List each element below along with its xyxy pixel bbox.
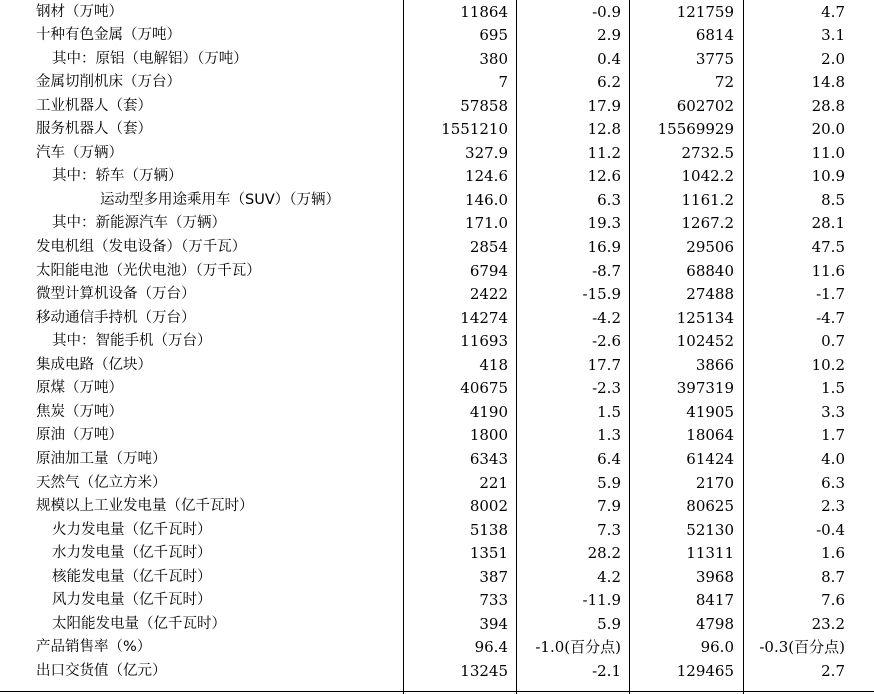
table-row <box>0 307 874 331</box>
cumulative-value-cell: 27488 <box>686 285 734 304</box>
table-row <box>0 236 874 260</box>
cumulative-growth-cell: 4.0 <box>821 449 845 468</box>
current-month-growth-cell: -2.3 <box>592 379 621 398</box>
row-label: 水力发电量（亿千瓦时） <box>52 545 212 562</box>
row-label: 其中：原铝（电解铝）（万吨） <box>52 50 248 67</box>
table-row <box>0 424 874 448</box>
table-row <box>0 354 874 378</box>
current-month-value-cell: 1551210 <box>441 120 508 139</box>
cumulative-value-cell: 11311 <box>686 544 734 563</box>
current-month-value-cell: 733 <box>479 591 508 610</box>
current-month-growth-cell: 17.9 <box>587 96 621 115</box>
cumulative-growth-cell: 6.3 <box>821 473 845 492</box>
current-month-value-cell: 124.6 <box>465 167 508 186</box>
cumulative-growth-cell: -0.3(百分点) <box>759 638 845 657</box>
current-month-growth-cell: -4.2 <box>592 308 621 327</box>
table-row <box>0 24 874 48</box>
cumulative-growth-cell: 47.5 <box>811 238 845 256</box>
table-row <box>0 377 874 401</box>
cumulative-growth-cell: 2.0 <box>821 49 845 68</box>
cumulative-growth-cell: 4.7 <box>821 2 845 21</box>
cumulative-growth-cell: 10.9 <box>811 167 845 186</box>
row-label: 太阳能电池（光伏电池）（万千瓦） <box>36 262 261 279</box>
cumulative-value-cell: 80625 <box>686 497 734 516</box>
current-month-value-cell: 4190 <box>469 402 508 421</box>
current-month-growth-cell: 1.5 <box>597 402 621 421</box>
cumulative-growth-cell: 1.7 <box>821 426 845 445</box>
table-row <box>0 448 874 472</box>
cumulative-growth-cell: 0.7 <box>821 332 845 351</box>
cumulative-growth-cell: 3.3 <box>821 402 845 421</box>
current-month-value-cell: 171.0 <box>465 214 508 233</box>
row-label: 天然气（亿立方米） <box>36 474 167 491</box>
current-month-value-cell: 418 <box>479 355 508 374</box>
current-month-value-cell: 394 <box>479 614 508 633</box>
cumulative-growth-cell: -4.7 <box>816 308 845 327</box>
current-month-growth-cell: 12.6 <box>587 167 621 186</box>
table-row <box>0 165 874 189</box>
table-row <box>0 330 874 354</box>
cumulative-value-cell: 72 <box>714 73 734 92</box>
row-label: 原煤（万吨） <box>36 380 123 397</box>
current-month-growth-cell: 12.8 <box>587 120 621 139</box>
cumulative-growth-cell: 1.5 <box>821 379 845 398</box>
table-row <box>0 189 874 213</box>
row-label: 其中：轿车（万辆） <box>52 168 183 185</box>
cumulative-value-cell: 52130 <box>686 520 734 539</box>
row-label: 十种有色金属（万吨） <box>36 27 181 44</box>
table-row <box>0 48 874 72</box>
row-label: 其中：新能源汽车（万辆） <box>52 215 226 232</box>
row-label: 其中：智能手机（万台） <box>52 333 212 350</box>
current-month-value-cell: 11864 <box>460 2 508 21</box>
current-month-value-cell: 7 <box>498 73 508 92</box>
current-month-growth-cell: 11.2 <box>587 143 621 162</box>
current-month-growth-cell: 17.7 <box>587 355 621 374</box>
cumulative-value-cell: 61424 <box>686 449 734 468</box>
cumulative-value-cell: 2732.5 <box>681 143 734 162</box>
cumulative-value-cell: 1267.2 <box>681 214 734 233</box>
current-month-growth-cell: 16.9 <box>587 238 621 256</box>
table-row <box>0 260 874 284</box>
cumulative-growth-cell: 20.0 <box>811 120 845 139</box>
row-label: 集成电路（亿块） <box>36 356 152 373</box>
cumulative-value-cell: 2170 <box>695 473 734 492</box>
row-label: 运动型多用途乘用车（SUV）（万辆） <box>100 191 340 208</box>
cumulative-value-cell: 129465 <box>676 661 734 680</box>
table-row <box>0 660 874 684</box>
cumulative-value-cell: 96.0 <box>700 638 734 657</box>
cumulative-growth-cell: 23.2 <box>811 614 845 633</box>
cumulative-growth-cell: 10.2 <box>811 355 845 374</box>
current-month-value-cell: 380 <box>479 49 508 68</box>
current-month-value-cell: 1351 <box>469 544 508 563</box>
current-month-growth-cell: -0.9 <box>592 2 621 21</box>
current-month-value-cell: 6343 <box>469 449 508 468</box>
current-month-growth-cell: 7.9 <box>597 497 621 516</box>
row-label: 风力发电量（亿千瓦时） <box>52 592 212 609</box>
row-label: 服务机器人（套） <box>36 121 152 138</box>
cumulative-value-cell: 125134 <box>676 308 734 327</box>
table-row <box>0 142 874 166</box>
cumulative-value-cell: 602702 <box>676 96 734 115</box>
cumulative-value-cell: 6814 <box>695 26 734 45</box>
current-month-value-cell: 14274 <box>460 308 508 327</box>
current-month-growth-cell: 4.2 <box>597 567 621 586</box>
current-month-growth-cell: 6.3 <box>597 190 621 209</box>
current-month-value-cell: 2422 <box>469 285 508 304</box>
row-label: 出口交货值（亿元） <box>36 662 167 679</box>
cumulative-value-cell: 3866 <box>695 355 734 374</box>
current-month-growth-cell: -2.6 <box>592 332 621 351</box>
cumulative-value-cell: 1042.2 <box>681 167 734 186</box>
row-label: 火力发电量（亿千瓦时） <box>52 521 212 538</box>
row-label: 汽车（万辆） <box>36 144 123 161</box>
current-month-growth-cell: 5.9 <box>597 473 621 492</box>
row-label: 钢材（万吨） <box>36 3 123 20</box>
row-label: 核能发电量（亿千瓦时） <box>52 568 212 585</box>
row-label: 工业机器人（套） <box>36 97 152 114</box>
current-month-growth-cell: 5.9 <box>597 614 621 633</box>
table-row <box>0 636 874 660</box>
cumulative-value-cell: 4798 <box>695 614 734 633</box>
current-month-growth-cell: -8.7 <box>592 261 621 280</box>
cumulative-value-cell: 3775 <box>695 49 734 68</box>
table-row <box>0 613 874 637</box>
cumulative-growth-cell: 8.5 <box>821 190 845 209</box>
table-row <box>0 566 874 590</box>
table-row <box>0 95 874 119</box>
cumulative-growth-cell: 14.8 <box>811 73 845 92</box>
current-month-growth-cell: 6.4 <box>597 449 621 468</box>
cumulative-value-cell: 29506 <box>686 238 734 256</box>
current-month-value-cell: 13245 <box>460 661 508 680</box>
cumulative-growth-cell: 7.6 <box>821 591 845 610</box>
table-bottom-border <box>0 691 874 692</box>
cumulative-growth-cell: 2.7 <box>821 661 845 680</box>
current-month-growth-cell: -15.9 <box>582 285 621 304</box>
current-month-value-cell: 5138 <box>469 520 508 539</box>
row-label: 焦炭（万吨） <box>36 403 123 420</box>
current-month-value-cell: 387 <box>479 567 508 586</box>
current-month-value-cell: 40675 <box>460 379 508 398</box>
row-label: 微型计算机设备（万台） <box>36 286 196 303</box>
cumulative-growth-cell: -0.4 <box>816 520 845 539</box>
current-month-value-cell: 2854 <box>469 238 508 256</box>
current-month-growth-cell: 2.9 <box>597 26 621 45</box>
current-month-growth-cell: 0.4 <box>597 49 621 68</box>
table-row <box>0 589 874 613</box>
cumulative-value-cell: 18064 <box>686 426 734 445</box>
row-label: 发电机组（发电设备）（万千瓦） <box>36 239 247 255</box>
row-label: 原油（万吨） <box>36 427 123 444</box>
table-row <box>0 118 874 142</box>
cumulative-growth-cell: 1.6 <box>821 544 845 563</box>
cumulative-value-cell: 8417 <box>695 591 734 610</box>
table-row <box>0 71 874 95</box>
current-month-value-cell: 327.9 <box>465 143 508 162</box>
cumulative-value-cell: 41905 <box>686 402 734 421</box>
row-label: 移动通信手持机（万台） <box>36 309 196 326</box>
cumulative-growth-cell: 8.7 <box>821 567 845 586</box>
current-month-value-cell: 1800 <box>469 426 508 445</box>
row-label: 原油加工量（万吨） <box>36 450 167 467</box>
current-month-value-cell: 8002 <box>469 497 508 516</box>
cumulative-growth-cell: 28.1 <box>811 214 845 233</box>
current-month-value-cell: 96.4 <box>474 638 508 657</box>
cumulative-value-cell: 121759 <box>676 2 734 21</box>
cumulative-value-cell: 102452 <box>676 332 734 351</box>
cumulative-growth-cell: -1.7 <box>816 285 845 304</box>
cumulative-growth-cell: 2.3 <box>821 497 845 516</box>
table-row <box>0 542 874 566</box>
current-month-growth-cell: 28.2 <box>587 544 621 563</box>
current-month-growth-cell: -1.0(百分点) <box>535 638 621 657</box>
row-label: 规模以上工业发电量（亿千瓦时） <box>36 498 254 515</box>
cumulative-value-cell: 397319 <box>676 379 734 398</box>
row-label: 产品销售率（%） <box>36 639 152 656</box>
cumulative-value-cell: 68840 <box>686 261 734 280</box>
table-row <box>0 283 874 307</box>
current-month-growth-cell: 6.2 <box>597 73 621 92</box>
cumulative-growth-cell: 28.8 <box>811 96 845 115</box>
current-month-value-cell: 146.0 <box>465 190 508 209</box>
current-month-growth-cell: 19.3 <box>587 214 621 233</box>
current-month-growth-cell: 7.3 <box>597 520 621 539</box>
table-row <box>0 495 874 519</box>
current-month-value-cell: 6794 <box>469 261 508 280</box>
current-month-growth-cell: -11.9 <box>582 591 621 610</box>
cumulative-value-cell: 3968 <box>695 567 734 586</box>
cumulative-value-cell: 1161.2 <box>681 190 734 209</box>
cumulative-growth-cell: 11.6 <box>811 261 845 280</box>
current-month-growth-cell: 1.3 <box>597 426 621 445</box>
table-row <box>0 519 874 543</box>
current-month-growth-cell: -2.1 <box>592 661 621 680</box>
table-row <box>0 212 874 236</box>
table-row <box>0 401 874 425</box>
table-row <box>0 472 874 496</box>
cumulative-value-cell: 15569929 <box>657 120 734 139</box>
current-month-value-cell: 11693 <box>460 332 508 351</box>
cumulative-growth-cell: 3.1 <box>821 26 845 45</box>
current-month-value-cell: 695 <box>479 26 508 45</box>
cumulative-growth-cell: 11.0 <box>811 143 845 162</box>
row-label: 太阳能发电量（亿千瓦时） <box>52 615 226 632</box>
table-row <box>0 1 874 25</box>
current-month-value-cell: 57858 <box>460 96 508 115</box>
row-label: 金属切削机床（万台） <box>36 74 181 91</box>
current-month-value-cell: 221 <box>479 473 508 492</box>
